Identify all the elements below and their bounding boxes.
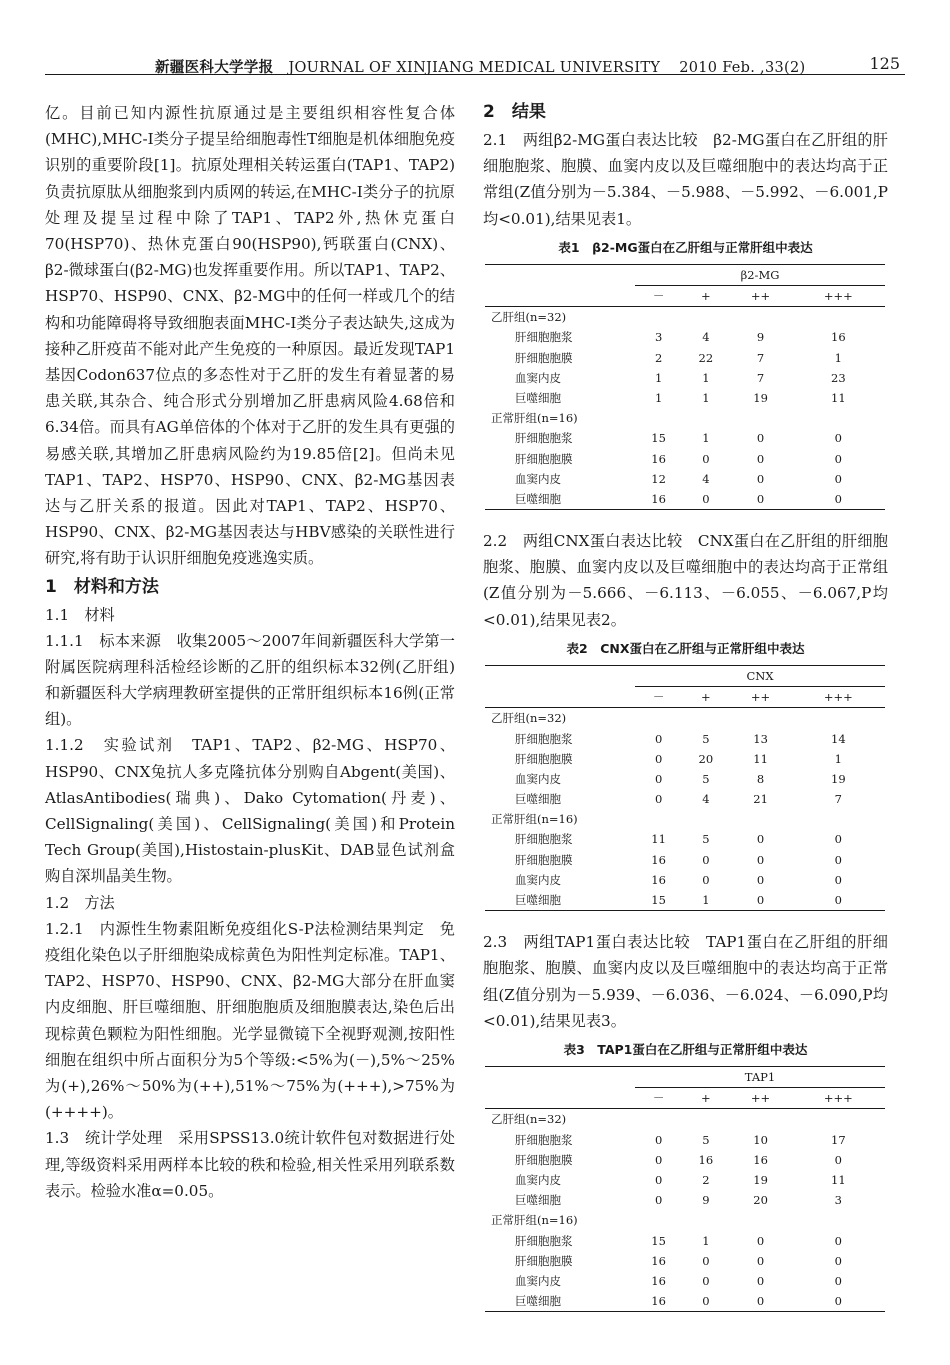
table-cell: 0 bbox=[834, 852, 842, 867]
ihc-method-paragraph: 1.2.1 内源性生物素阻断免疫组化S-P法检测结果判定 免疫组化染色以子肝细胞染成棕黄色为阳性判定标准。TAP1、TAP2、HSP70、HSP90、CNX、β2-MG大部分在肝血窦内皮细胞、肝巨噬细胞、肝细胞胞质及细胞膜表达,染色后出现棕黄色颗粒为阳性细胞。光学显微镜下全视野观测,按阳性细胞在组织中所占面积分为5个等级:<5%为(－),5%～25%为(+),26%～50%为(++),51%～75%为(+++),>75%为(++++)。 bbox=[45, 919, 455, 1122]
table-cell: 0 bbox=[654, 792, 663, 807]
table-header-row bbox=[485, 665, 885, 686]
group-label: 乙肝组(n=32) bbox=[491, 1112, 567, 1127]
table-cell: 16 bbox=[651, 1253, 666, 1268]
table-row bbox=[485, 327, 885, 347]
intro-paragraph: 亿。目前已知内源性抗原通过是主要组织相容性复合体(MHC),MHC-I类分子提呈给细胞毒性T细胞是机体细胞免疫识别的重要阶段[1]。抗原处理相关转运蛋白(TAP1、TAP2)负责抗原肽从细胞浆到内质网的转运,在MHC-I类分子的抗原处理及提呈过程中除了TAP1、TAP2外,热休克蛋白70(HSP70)、热休克蛋白90(HSP90),钙联蛋白(CNX)、β2-微球蛋白(β2-MG)也发挥重要作用。所以TAP1、TAP2、HSP70、HSP90、CNX、β2-MG中的任何一样或几个的结构和功能障碍将导致细胞表面MHC-I类分子表达缺失,这成为接种乙肝疫苗不能对此产生免疫的一种原因。最近发现TAP1基因Codon637位点的多态性对于乙肝的发生有着显著的易患关联,其杂合、纯合形式分别增加乙肝患病风险4.68倍和6.34倍。而具有AG单倍体的个体对于乙肝的发生具有更强的易感关联,其增加乙肝患病风险约为19.85倍[2]。但尚未见TAP1、TAP2、HSP70、HSP90、CNX、β2-MG基因表达与乙肝关系的报道。因此对TAP1、TAP2、HSP70、HSP90、CNX、β2-MG基因表达与HBV感染的关联性进行研究,将有助于认识肝细胞免疫逃逸实质。 bbox=[45, 104, 455, 568]
table-cell: 0 bbox=[702, 1273, 710, 1288]
table-cell: 0 bbox=[834, 1273, 842, 1288]
row-label: 肝细胞胞膜 bbox=[515, 1152, 573, 1167]
table-cell: 4 bbox=[702, 471, 710, 486]
marker-header: TAP1 bbox=[635, 1066, 885, 1087]
grade-header-cell: + bbox=[682, 286, 729, 307]
row-label: 血窦内皮 bbox=[515, 771, 561, 786]
table-cell: 16 bbox=[651, 852, 666, 867]
table-cell: 1 bbox=[702, 431, 710, 446]
table-cell: 19 bbox=[753, 391, 768, 406]
table-cell: 2 bbox=[654, 350, 663, 365]
page-number: 125 bbox=[869, 54, 900, 73]
table-cell: 7 bbox=[756, 370, 765, 385]
table-row bbox=[485, 870, 885, 890]
table-cell: 0 bbox=[654, 1152, 663, 1167]
table-row bbox=[485, 469, 885, 489]
empty-header-cell bbox=[485, 1088, 635, 1109]
table-row bbox=[485, 388, 885, 408]
grade-header-row bbox=[485, 1088, 885, 1109]
grade-header-row bbox=[485, 687, 885, 708]
table-cell: 10 bbox=[753, 1132, 768, 1147]
grade-header-cell: － bbox=[635, 1088, 682, 1109]
row-label: 血窦内皮 bbox=[515, 1273, 561, 1288]
table-cell: 11 bbox=[831, 1172, 846, 1187]
group-label: 正常肝组(n=16) bbox=[491, 411, 578, 426]
table-cell: 1 bbox=[682, 890, 729, 911]
table-cell: 12 bbox=[651, 471, 666, 486]
row-label: 肝细胞胞膜 bbox=[515, 350, 573, 365]
table1-caption: 表1 β2-MG蛋白在乙肝组与正常肝组中表达 bbox=[558, 239, 813, 255]
table-cell: 0 bbox=[654, 1172, 663, 1187]
table-row bbox=[485, 368, 885, 388]
table-cell: 0 bbox=[654, 731, 663, 746]
table-row bbox=[485, 1130, 885, 1150]
subsection-materials: 1.1 材料 bbox=[45, 605, 115, 624]
table-row bbox=[485, 769, 885, 789]
table-cell: 17 bbox=[831, 1132, 846, 1147]
table-cell: 5 bbox=[702, 832, 710, 847]
table-cell: 0 bbox=[729, 489, 791, 510]
section-heading-methods: 1 材料和方法 bbox=[45, 576, 159, 597]
table-cell: 0 bbox=[834, 1233, 842, 1248]
grade-header-cell: ++ bbox=[729, 687, 791, 708]
table-cell: 16 bbox=[651, 1273, 666, 1288]
row-label: 血窦内皮 bbox=[515, 872, 561, 887]
group-row bbox=[485, 1109, 885, 1130]
table-cell: 1 bbox=[702, 391, 710, 406]
row-label: 血窦内皮 bbox=[515, 471, 561, 486]
table-cell: 0 bbox=[834, 471, 842, 486]
issue-info: 2010 Feb. ,33(2) bbox=[679, 60, 806, 76]
subsection-methods: 1.2 方法 bbox=[45, 893, 115, 912]
marker-header: β2-MG bbox=[635, 264, 885, 285]
grade-header-cell: + bbox=[682, 1088, 729, 1109]
table-cell: 15 bbox=[651, 1233, 666, 1248]
table-cell: 1 bbox=[702, 370, 710, 385]
table-header-row bbox=[485, 264, 885, 285]
table-row bbox=[485, 348, 885, 368]
grade-header-cell: － bbox=[635, 286, 682, 307]
table-cell: 19 bbox=[753, 1172, 768, 1187]
table-cell: 1 bbox=[654, 370, 663, 385]
table-cell: 5 bbox=[702, 1132, 710, 1147]
table-row bbox=[485, 449, 885, 469]
table-cell: 0 bbox=[834, 1253, 842, 1268]
table-cell: 0 bbox=[834, 1152, 842, 1167]
table-tap1 bbox=[485, 1066, 885, 1312]
table-cell: 0 bbox=[729, 1291, 791, 1312]
row-label: 肝细胞胞膜 bbox=[515, 852, 573, 867]
empty-header-cell bbox=[485, 687, 635, 708]
table-cell: 15 bbox=[651, 431, 666, 446]
table-row bbox=[485, 1230, 885, 1250]
group-label: 乙肝组(n=32) bbox=[491, 310, 567, 325]
table-cell: 0 bbox=[756, 471, 765, 486]
table-cell: 23 bbox=[831, 370, 846, 385]
table-cell: 0 bbox=[654, 1132, 663, 1147]
group-label: 正常肝组(n=16) bbox=[491, 1213, 578, 1228]
empty-header-cell bbox=[485, 665, 635, 686]
table-cell: 3 bbox=[654, 330, 663, 345]
table-cell: 0 bbox=[756, 431, 765, 446]
grade-header-cell: +++ bbox=[792, 1088, 885, 1109]
table-row bbox=[485, 1150, 885, 1170]
table-cell: 2 bbox=[702, 1172, 710, 1187]
table-cell: 0 bbox=[702, 1253, 710, 1268]
grade-header-cell: +++ bbox=[792, 286, 885, 307]
group-label: 正常肝组(n=16) bbox=[491, 812, 578, 827]
running-header bbox=[45, 44, 905, 75]
table-cell: 0 bbox=[756, 1273, 765, 1288]
grade-header-cell: +++ bbox=[792, 687, 885, 708]
group-row bbox=[485, 408, 885, 428]
table-cell: 7 bbox=[756, 350, 765, 365]
result-tap1-paragraph: 2.3 两组TAP1蛋白表达比较 TAP1蛋白在乙肝组的肝细胞胞浆、胞膜、血窦内皮以及巨噬细胞中的表达均高于正常组(Z值分别为－5.939、－6.036、－6.024、－6.090,P均<0.01),结果见表3。 bbox=[483, 933, 888, 1030]
grade-header-cell: + bbox=[682, 687, 729, 708]
table-cell: 0 bbox=[792, 1291, 885, 1312]
table-row bbox=[485, 1271, 885, 1291]
table-row bbox=[485, 1170, 885, 1190]
result-cnx-paragraph: 2.2 两组CNX蛋白表达比较 CNX蛋白在乙肝组的肝细胞胞浆、胞膜、血窦内皮以及巨噬细胞中的表达均高于正常组(Z值分别为－5.666、－6.113、－6.055、－6.067,P均<0.01),结果见表2。 bbox=[483, 532, 888, 629]
table-cell: 16 bbox=[635, 1291, 682, 1312]
table-cell: 11 bbox=[753, 751, 768, 766]
table-cell: 0 bbox=[834, 832, 842, 847]
row-label: 肝细胞胞浆 bbox=[515, 832, 573, 847]
table-cell: 5 bbox=[702, 731, 710, 746]
table-cell: 16 bbox=[831, 330, 846, 345]
group-row bbox=[485, 1210, 885, 1230]
grade-header-cell: ++ bbox=[729, 286, 791, 307]
table-cell: 0 bbox=[834, 431, 842, 446]
table2-caption: 表2 CNX蛋白在乙肝组与正常肝组中表达 bbox=[566, 640, 805, 656]
journal-name-en: JOURNAL OF XINJIANG MEDICAL UNIVERSITY bbox=[288, 60, 661, 76]
table-cnx bbox=[485, 665, 885, 911]
table-cell: 0 bbox=[702, 872, 710, 887]
table-cell: 9 bbox=[702, 1193, 710, 1208]
table-cell: 0 bbox=[654, 1193, 663, 1208]
table-cell: 0 bbox=[756, 832, 765, 847]
section-heading-results: 2 结果 bbox=[483, 102, 546, 122]
row-label: 肝细胞胞浆 bbox=[515, 731, 573, 746]
row-label: 肝细胞胞膜 bbox=[515, 1253, 573, 1268]
table-b2mg bbox=[485, 264, 885, 510]
row-label: 肝细胞胞膜 bbox=[515, 451, 573, 466]
table-row bbox=[485, 850, 885, 870]
table-cell: 15 bbox=[635, 890, 682, 911]
group-row bbox=[485, 708, 885, 729]
statistics-paragraph: 1.3 统计学处理 采用SPSS13.0统计软件包对数据进行处理,等级资料采用两样本比较的秩和检验,相关性采用列联系数表示。检验水准α=0.05。 bbox=[45, 1129, 455, 1200]
grade-header-cell: ++ bbox=[729, 1088, 791, 1109]
table-cell: 14 bbox=[831, 731, 846, 746]
specimen-source-paragraph: 1.1.1 标本来源 收集2005～2007年间新疆医科大学第一附属医院病理科活检经诊断的乙肝的组织标本32例(乙肝组)和新疆医科大学病理教研室提供的正常肝组织标本16例(正常组)。 bbox=[45, 631, 455, 729]
table-cell: 11 bbox=[831, 391, 846, 406]
table-cell: 0 bbox=[756, 872, 765, 887]
row-label: 肝细胞胞浆 bbox=[515, 1233, 573, 1248]
table-cell: 13 bbox=[753, 731, 768, 746]
row-label: 肝细胞胞浆 bbox=[515, 1132, 573, 1147]
table-cell: 0 bbox=[729, 890, 791, 911]
table-cell: 0 bbox=[756, 852, 765, 867]
table-cell: 20 bbox=[698, 751, 714, 766]
table-cell: 1 bbox=[834, 350, 842, 365]
table-cell: 22 bbox=[698, 350, 714, 365]
table-cell: 0 bbox=[682, 1291, 729, 1312]
table-cell: 21 bbox=[753, 792, 768, 807]
table-cell: 1 bbox=[834, 751, 842, 766]
table-cell: 11 bbox=[651, 832, 666, 847]
row-label: 血窦内皮 bbox=[515, 1172, 561, 1187]
table-cell: 3 bbox=[834, 1193, 842, 1208]
marker-header: CNX bbox=[635, 665, 885, 686]
table-cell: 16 bbox=[651, 451, 666, 466]
row-label: 肝细胞胞浆 bbox=[515, 431, 573, 446]
journal-name-cn: 新疆医科大学学报 bbox=[155, 59, 274, 76]
table-row bbox=[485, 1251, 885, 1271]
table-row bbox=[485, 428, 885, 448]
table-cell: 0 bbox=[682, 489, 729, 510]
table-row bbox=[485, 1291, 885, 1312]
table-cell: 0 bbox=[654, 751, 663, 766]
table-row bbox=[485, 728, 885, 748]
table-cell: 16 bbox=[698, 1152, 714, 1167]
row-label: 巨噬细胞 bbox=[515, 1193, 561, 1208]
table-cell: 4 bbox=[702, 792, 710, 807]
empty-header-cell bbox=[485, 264, 635, 285]
group-label: 乙肝组(n=32) bbox=[491, 711, 567, 726]
table-cell: 9 bbox=[756, 330, 765, 345]
grade-header-row bbox=[485, 286, 885, 307]
table-cell: 0 bbox=[834, 451, 842, 466]
left-column bbox=[45, 100, 455, 1204]
row-label: 肝细胞胞浆 bbox=[515, 330, 573, 345]
group-row bbox=[485, 307, 885, 328]
row-label: 巨噬细胞 bbox=[515, 792, 561, 807]
table-cell: 0 bbox=[834, 872, 842, 887]
table3-caption: 表3 TAP1蛋白在乙肝组与正常肝组中表达 bbox=[563, 1041, 808, 1057]
table-cell: 4 bbox=[702, 330, 710, 345]
right-column bbox=[483, 100, 888, 1312]
table-cell: 5 bbox=[702, 771, 710, 786]
empty-header-cell bbox=[485, 286, 635, 307]
reagents-paragraph: 1.1.2 实验试剂 TAP1、TAP2、β2-MG、HSP70、HSP90、CNX兔抗人多克隆抗体分别购自Abgent(美国)、AtlasAntibodies(瑞典)、Dako Cytomation(丹麦)、CellSignaling(美国)、CellSignaling(美国)和Protein Tech Group(美国),Histostain-plusKit、DAB显色试剂盒购自深圳晶美生物。 bbox=[45, 736, 455, 886]
table-cell: 1 bbox=[702, 1233, 710, 1248]
table-row bbox=[485, 749, 885, 769]
table-row bbox=[485, 489, 885, 510]
grade-header-cell: － bbox=[635, 687, 682, 708]
table-cell: 0 bbox=[702, 852, 710, 867]
journal-title bbox=[155, 56, 805, 77]
table-row bbox=[485, 1190, 885, 1210]
table-header-row bbox=[485, 1066, 885, 1087]
table-cell: 1 bbox=[654, 391, 663, 406]
table-cell: 0 bbox=[792, 890, 885, 911]
table-row bbox=[485, 789, 885, 809]
table-cell: 0 bbox=[756, 1253, 765, 1268]
row-label: 巨噬细胞 bbox=[485, 890, 635, 911]
table-cell: 0 bbox=[654, 771, 663, 786]
table-cell: 0 bbox=[756, 1233, 765, 1248]
table-cell: 7 bbox=[834, 792, 842, 807]
table-cell: 0 bbox=[792, 489, 885, 510]
table-cell: 16 bbox=[635, 489, 682, 510]
table-row bbox=[485, 829, 885, 849]
table-cell: 19 bbox=[831, 771, 846, 786]
table-row bbox=[485, 890, 885, 911]
row-label: 血窦内皮 bbox=[515, 370, 561, 385]
table-cell: 8 bbox=[756, 771, 765, 786]
table-cell: 20 bbox=[753, 1193, 768, 1208]
table-cell: 0 bbox=[756, 451, 765, 466]
table-cell: 16 bbox=[753, 1152, 768, 1167]
row-label: 巨噬细胞 bbox=[485, 1291, 635, 1312]
result-b2mg-paragraph: 2.1 两组β2-MG蛋白表达比较 β2-MG蛋白在乙肝组的肝细胞胞浆、胞膜、血窦内皮以及巨噬细胞中的表达均高于正常组(Z值分别为－5.384、－5.988、－5.992、－6.001,P均<0.01),结果见表1。 bbox=[483, 131, 888, 228]
row-label: 巨噬细胞 bbox=[515, 391, 561, 406]
table-cell: 0 bbox=[702, 451, 710, 466]
empty-header-cell bbox=[485, 1066, 635, 1087]
group-row bbox=[485, 809, 885, 829]
row-label: 巨噬细胞 bbox=[485, 489, 635, 510]
table-cell: 16 bbox=[651, 872, 666, 887]
row-label: 肝细胞胞膜 bbox=[515, 751, 573, 766]
